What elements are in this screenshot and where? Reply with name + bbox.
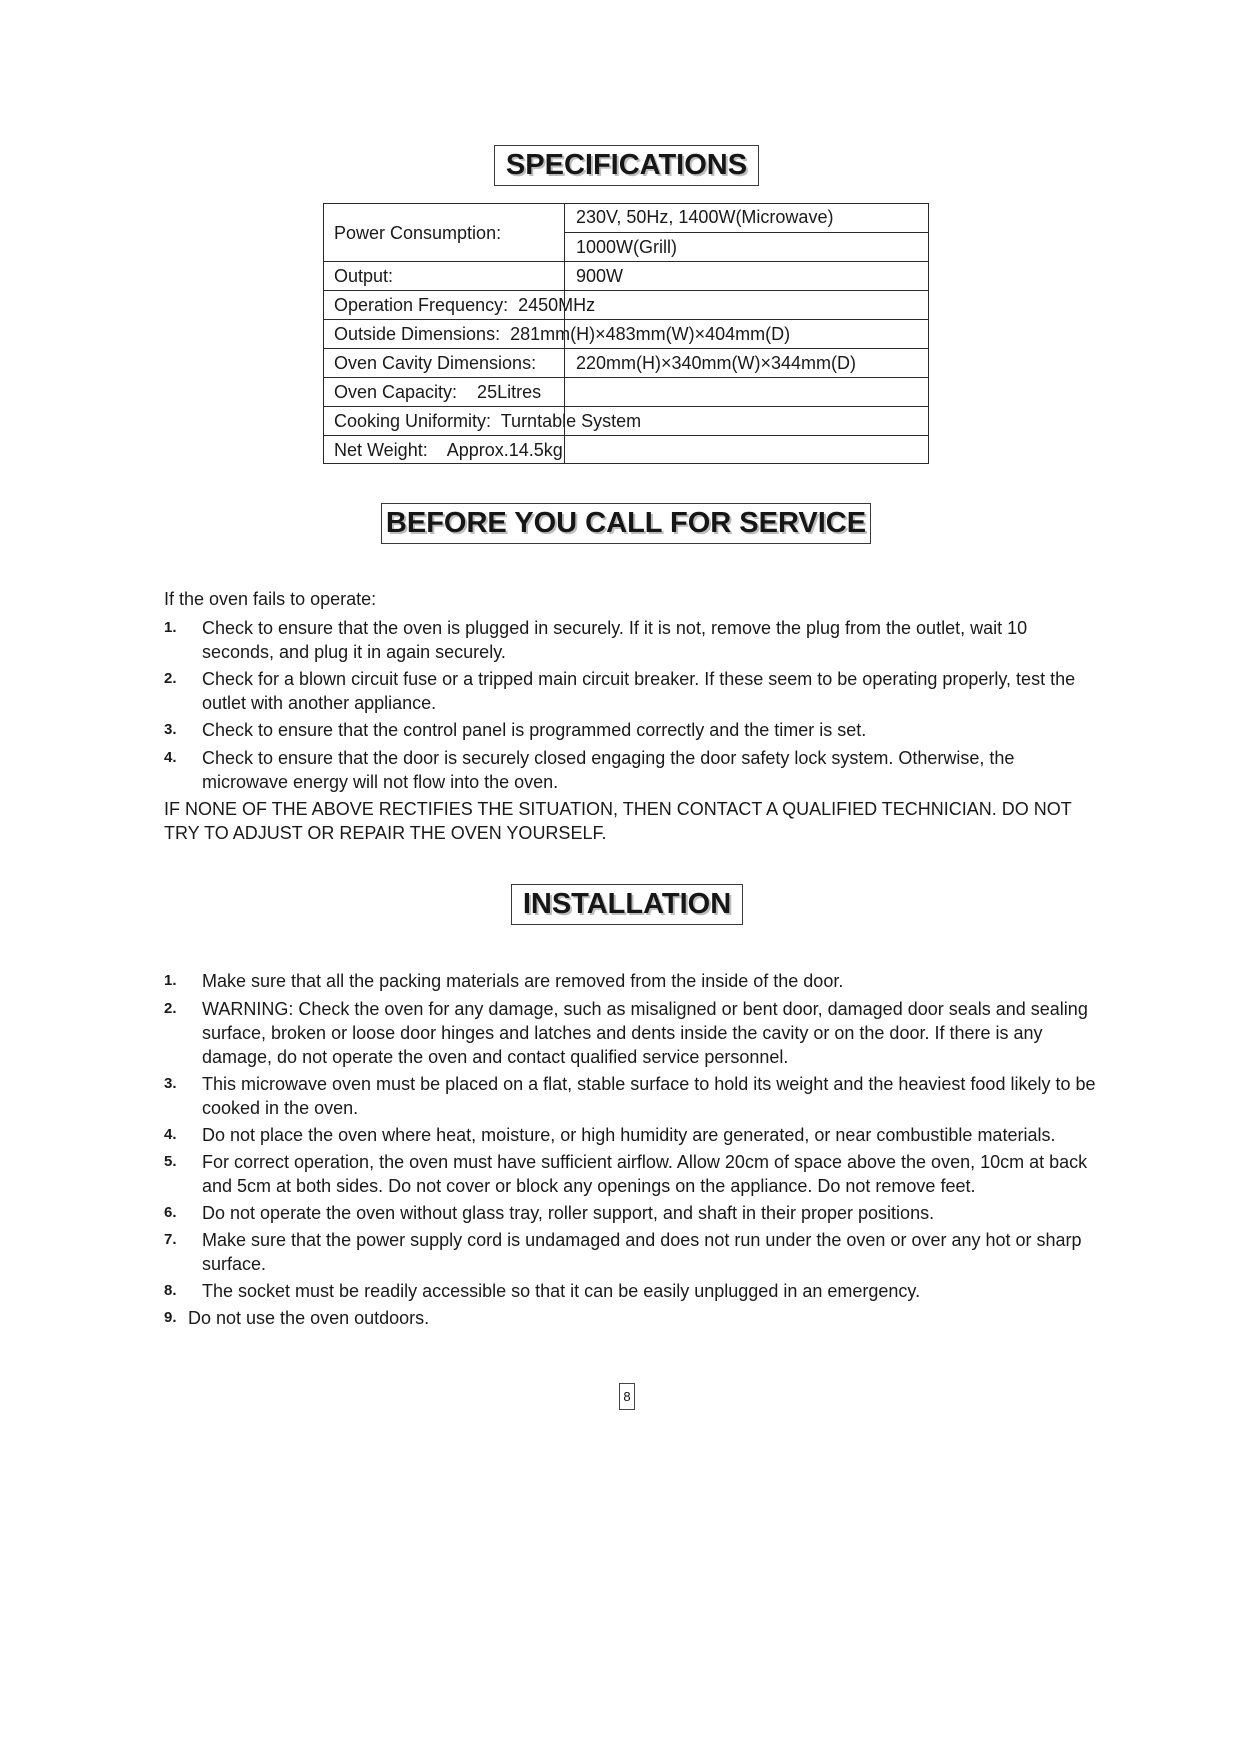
list-item	[164, 746, 1104, 794]
list-item	[164, 1201, 1104, 1225]
cavity-dimensions-value: 220mm(H)×340mm(W)×344mm(D)	[576, 353, 857, 373]
power-consumption-microwave: 230V, 50Hz, 1400W(Microwave)	[576, 207, 834, 227]
item-text: Check to ensure that the control panel is programmed correctly and the timer is set.	[202, 720, 867, 740]
item-number: 2.	[164, 670, 177, 687]
item-text: Check for a blown circuit fuse or a tripped main circuit breaker. If these seem to be operating properly, test the outlet with another appliance.	[202, 669, 1076, 713]
list-item	[164, 1123, 1104, 1147]
item-text: This microwave oven must be placed on a flat, stable surface to hold its weight and the heaviest food likely to be cooked in the oven.	[202, 1074, 1096, 1118]
item-text: Do not operate the oven without glass tray, roller support, and shaft in their proper positions.	[202, 1203, 935, 1223]
item-text: Make sure that the power supply cord is undamaged and does not run under the oven or over any hot or sharp surface.	[202, 1230, 1082, 1274]
operation-frequency: Operation Frequency: 2450MHz	[334, 295, 596, 315]
service-intro: If the oven fails to operate:	[164, 589, 377, 609]
list-item	[164, 1228, 1104, 1276]
specifications-heading: SPECIFICATIONS	[494, 145, 759, 186]
item-text: WARNING: Check the oven for any damage, such as misaligned or bent door, damaged door seals and sealing surface, broken or loose door hinges and latches and dents inside the cavity or on the door. If there is any damage, do not operate the oven and contact qualified service personnel.	[202, 999, 1088, 1067]
item-number: 5.	[164, 1153, 177, 1170]
item-number: 1.	[164, 619, 177, 636]
item-text: Do not place the oven where heat, moisture, or high humidity are generated, or near combustible materials.	[202, 1125, 1056, 1145]
item-number: 6.	[164, 1204, 177, 1221]
item-text: Make sure that all the packing materials are removed from the inside of the door.	[202, 971, 844, 991]
power-consumption-label: Power Consumption:	[334, 223, 502, 243]
service-warning: IF NONE OF THE ABOVE RECTIFIES THE SITUATION, THEN CONTACT A QUALIFIED TECHNICIAN. DO NOT TRY TO ADJUST OR REPAIR THE OVEN YOURSELF.	[164, 799, 1072, 843]
item-text: Check to ensure that the oven is plugged in securely. If it is not, remove the plug from the outlet, wait 10 seconds, and plug it in again securely.	[202, 618, 1028, 662]
list-item	[164, 1150, 1104, 1198]
list-item	[164, 1072, 1104, 1120]
page-number: 8	[619, 1383, 635, 1410]
installation-heading: INSTALLATION	[511, 884, 743, 925]
item-number: 4.	[164, 1126, 177, 1143]
item-number: 8.	[164, 1282, 177, 1299]
list-item	[164, 1306, 1104, 1330]
item-text: For correct operation, the oven must have sufficient airflow. Allow 20cm of space above the oven, 10cm at back and 5cm at both sides. Do not cover or block any openings on the appliance. Do not remove feet.	[202, 1152, 1088, 1196]
item-number: 3.	[164, 721, 177, 738]
item-number: 2.	[164, 1000, 177, 1017]
cavity-dimensions-label: Oven Cavity Dimensions:	[334, 353, 537, 373]
list-item	[164, 718, 1104, 742]
item-number: 4.	[164, 749, 177, 766]
oven-capacity: Oven Capacity: 25Litres	[334, 382, 542, 402]
output-value: 900W	[576, 266, 624, 286]
list-item	[164, 616, 1104, 664]
cooking-uniformity: Cooking Uniformity: Turntable System	[334, 411, 642, 431]
list-item	[164, 969, 1104, 993]
item-number: 1.	[164, 972, 177, 989]
item-number: 7.	[164, 1231, 177, 1248]
item-text: Do not use the oven outdoors.	[188, 1308, 430, 1328]
list-item	[164, 1279, 1104, 1303]
net-weight: Net Weight: Approx.14.5kg	[334, 440, 563, 460]
item-text: Check to ensure that the door is securely closed engaging the door safety lock system. Otherwise, the microwave energy will not flow into the oven.	[202, 748, 1015, 792]
output-label: Output:	[334, 266, 394, 286]
service-heading: BEFORE YOU CALL FOR SERVICE	[381, 503, 871, 544]
list-item	[164, 997, 1104, 1069]
list-item	[164, 667, 1104, 715]
item-number: 9.	[164, 1309, 177, 1326]
specifications-table	[323, 203, 929, 464]
outside-dimensions: Outside Dimensions: 281mm(H)×483mm(W)×404mm(D)	[334, 324, 791, 344]
item-number: 3.	[164, 1075, 177, 1092]
power-consumption-grill: 1000W(Grill)	[576, 237, 678, 257]
item-text: The socket must be readily accessible so that it can be easily unplugged in an emergency.	[202, 1281, 921, 1301]
